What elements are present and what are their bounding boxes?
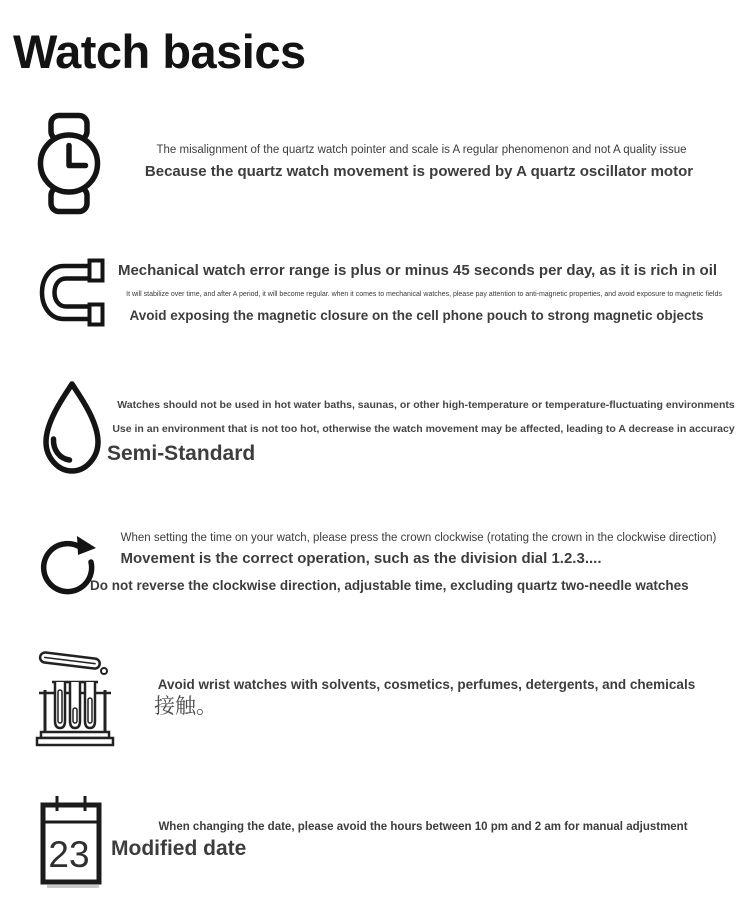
statement-line: Avoid exposing the magnetic closure on the cell phone pouch to strong magnetic objects (129, 308, 704, 323)
calendar-day-number: 23 (48, 834, 90, 875)
wristwatch-icon (36, 112, 102, 215)
test-tubes-icon (33, 644, 117, 748)
section-chemicals (33, 644, 117, 748)
section-date-adjustment (36, 792, 106, 890)
caption-line: When setting the time on your watch, please press the crown clockwise (rotating the crown in the clockwise direction) (120, 532, 717, 544)
heading-line: Modified date (111, 837, 247, 860)
section-quartz-accuracy (36, 112, 102, 215)
statement-line: Do not reverse the clockwise direction, adjustable time, excluding quartz two-needle watches (90, 578, 689, 593)
water-drop-icon (36, 377, 108, 480)
heading-line: Semi-Standard (107, 442, 256, 465)
statement-line: Mechanical watch error range is plus or minus 45 seconds per day, as it is rich in oil (117, 262, 718, 279)
caption-line: It will stabilize over time, and after A period, it will become regular. when it comes to mechanical watches, please pay attention to anti-magnetic properties, and avoid exposure to magnetic fields (126, 291, 722, 298)
statement-line: Because the quartz watch movement is powered by A quartz oscillator motor (144, 163, 694, 180)
statement-line: Avoid wrist watches with solvents, cosmetics, perfumes, detergents, and chemicals (157, 677, 696, 692)
statement-line: Movement is the correct operation, such as the division dial 1.2.3.... (120, 550, 602, 567)
caption-line: When changing the date, please avoid the hours between 10 pm and 2 am for manual adjustment (158, 821, 688, 833)
section-temperature (36, 377, 108, 480)
caption-line: Watches should not be used in hot water baths, saunas, or other high-temperature or temperature-fluctuating environments (117, 399, 735, 411)
page-title: Watch basics (13, 25, 306, 78)
caption-line: The misalignment of the quartz watch pointer and scale is A regular phenomenon and not A quality issue (156, 144, 687, 156)
caption-line: Use in an environment that is not too hot, otherwise the watch movement may be affected, leading to A decrease in accuracy (112, 423, 735, 435)
calendar-icon (36, 792, 106, 890)
cjk-text-line: 接触。 (154, 695, 217, 718)
